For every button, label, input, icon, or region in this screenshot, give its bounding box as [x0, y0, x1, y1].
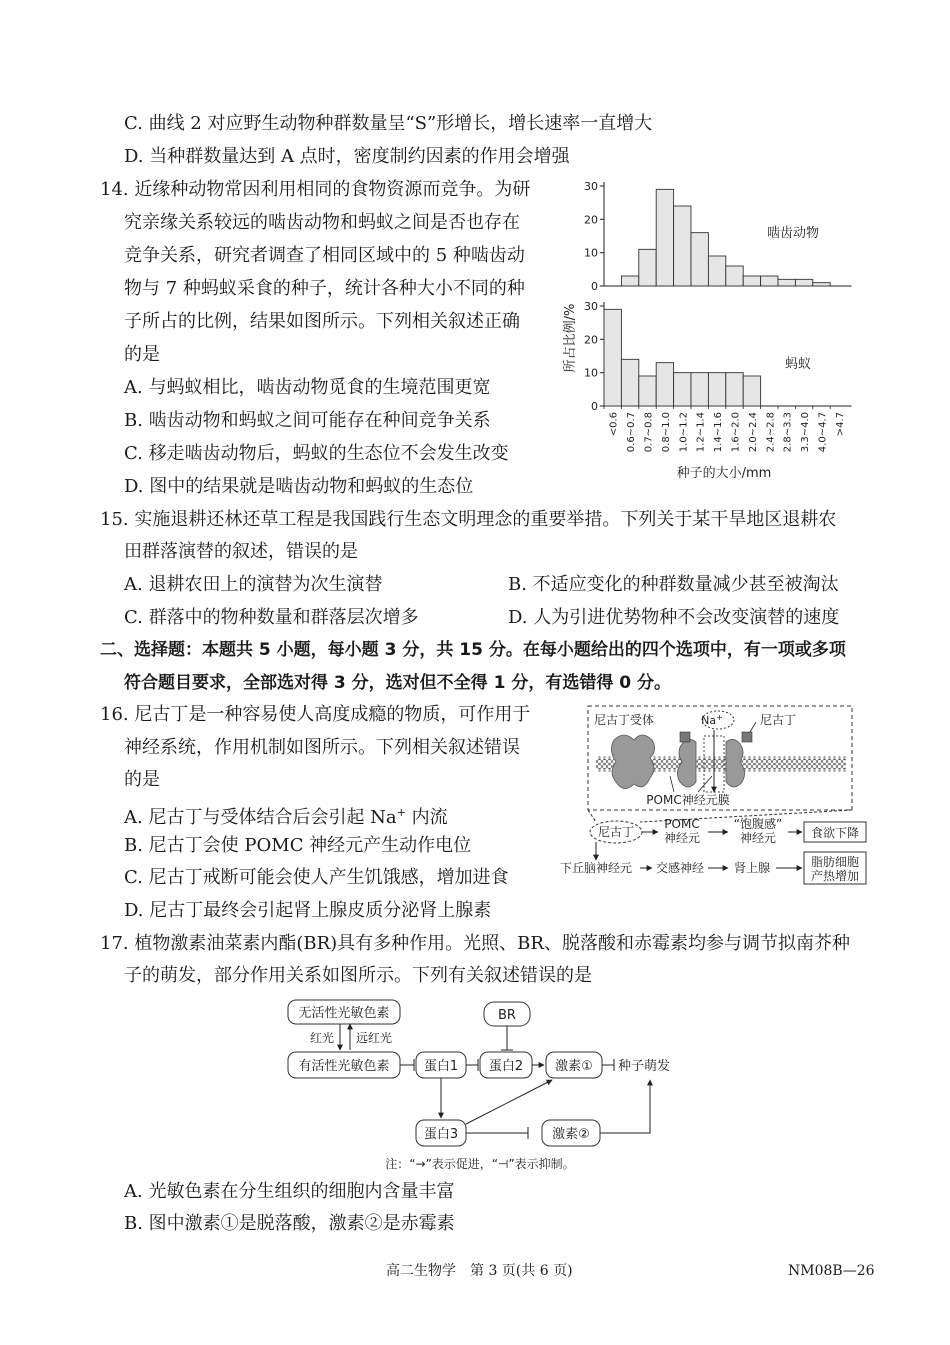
seed-germination-diagram — [280, 994, 700, 1176]
receptor-protein-1 — [611, 735, 654, 789]
q16-option-c: C. 尼古丁戒断可能会使人产生饥饿感，增加进食 — [124, 867, 509, 888]
label-fat-2: 产热增加 — [810, 869, 860, 883]
x-tick-label-7: 1.6~2.0 — [730, 412, 742, 453]
q16-option-a-tail: 内流 — [405, 807, 448, 828]
legend-rodent: 啮齿动物 — [766, 226, 820, 241]
q13-option-c: C. 曲线 2 对应野生动物种群数量呈“S”形增长，增长速率一直增大 — [124, 113, 653, 134]
bar-0-3 — [656, 189, 673, 286]
label-satiety-2: 神经元 — [739, 831, 777, 845]
y-tick-label-0-20: 20 — [584, 213, 598, 227]
label-receptor: 尼古丁受体 — [594, 713, 655, 727]
q16-stem-3: 的是 — [124, 769, 160, 790]
bar-1-3 — [656, 363, 673, 406]
x-axis-label: 种子的大小/mm — [676, 466, 772, 481]
label-active-phytochrome: 有活性光敏色素 — [298, 1059, 390, 1074]
label-hypothalamus: 下丘脑神经元 — [559, 861, 633, 875]
q14-stem-1: 14. 近缘种动物常因利用相同的食物资源而竞争。为研 — [100, 179, 531, 200]
label-protein-1: 蛋白1 — [423, 1059, 459, 1074]
label-pomc-neuron-2: 神经元 — [663, 831, 701, 845]
label-adrenal: 肾上腺 — [733, 861, 771, 875]
bar-0-8 — [743, 276, 760, 286]
q16-stem-1: 16. 尼古丁是一种容易使人高度成瘾的物质，可作用于 — [100, 704, 531, 725]
label-nicotine-top: 尼古丁 — [760, 713, 797, 727]
q15-stem-2: 田群落演替的叙述，错误的是 — [124, 541, 358, 562]
page-footer: 高二生物学 第 3 页(共 6 页) — [386, 1263, 573, 1279]
nicotine-molecule-1 — [680, 732, 690, 742]
q14-stem-4: 物与 7 种蚂蚁采食的种子，统计各种大小不同的种 — [124, 278, 525, 299]
label-protein-3: 蛋白3 — [423, 1127, 459, 1142]
na-charge: + — [716, 713, 723, 722]
bar-0-1 — [621, 276, 638, 286]
bar-1-4 — [674, 373, 691, 406]
legend-note: 注：“→”表示促进，“⊣”表示抑制。 — [385, 1157, 575, 1171]
section2-heading-1: 二、选择题：本题共 5 小题，每小题 3 分，共 15 分。在每小题给出的四个选项中，有一项或多项 — [100, 640, 846, 660]
x-tick-label-11: 3.3~4.0 — [800, 412, 812, 453]
q14-stem-5: 子所占的比例，结果如图所示。下列相关叙述正确 — [124, 311, 520, 332]
label-appetite: 食欲下降 — [810, 826, 860, 840]
q16-option-d: D. 尼古丁最终会引起肾上腺皮质分泌肾上腺素 — [124, 900, 492, 921]
membrane-pointer-2 — [698, 776, 712, 792]
q15-option-c: C. 群落中的物种数量和群落层次增多 — [124, 607, 419, 628]
section2-heading-2: 符合题目要求，全部选对得 3 分，选对但不全得 1 分，有选错得 0 分。 — [124, 673, 671, 693]
bar-0-7 — [726, 266, 743, 286]
q17-stem-2: 子的萌发，部分作用关系如图所示。下列有关叙述错误的是 — [124, 965, 592, 986]
label-inactive-phytochrome: 无活性光敏色素 — [298, 1006, 390, 1021]
q17-stem-1: 17. 植物激素油菜素内酯(BR)具有多种作用。光照、BR、脱落酸和赤霉素均参与调节拟南芥种 — [100, 933, 850, 954]
q16-stem-2: 神经系统，作用机制如图所示。下列相关叙述错误 — [124, 737, 520, 758]
x-tick-label-1: 0.6~0.7 — [626, 412, 638, 453]
label-germination: 种子萌发 — [618, 1059, 671, 1074]
x-tick-label-4: 1.0~1.2 — [678, 412, 690, 453]
x-tick-label-8: 2.0~2.4 — [747, 412, 759, 453]
x-tick-label-2: 0.7~0.8 — [643, 412, 655, 453]
label-protein-2: 蛋白2 — [488, 1059, 524, 1074]
x-tick-label-0: <0.6 — [608, 412, 620, 437]
x-tick-label-10: 2.8~3.3 — [782, 412, 794, 453]
label-pomc-membrane: POMC神经元膜 — [646, 793, 730, 807]
x-tick-label-3: 0.8~1.0 — [660, 412, 672, 453]
q17-option-a: A. 光敏色素在分生组织的细胞内含量丰富 — [124, 1181, 455, 1202]
label-satiety-1: “饱腹感” — [733, 817, 783, 831]
q16-option-a-sup: + — [396, 806, 406, 819]
bar-0-9 — [761, 276, 778, 286]
y-tick-label-0-0: 0 — [591, 280, 598, 293]
x-tick-label-13: >4.7 — [834, 412, 846, 437]
bar-0-4 — [674, 206, 691, 286]
y-tick-label-1-10: 10 — [584, 366, 598, 380]
q16-option-b: B. 尼古丁会使 POMC 神经元产生动作电位 — [124, 835, 472, 856]
q14-option-a: A. 与蚂蚁相比，啮齿动物觅食的生境范围更宽 — [124, 377, 491, 398]
q16-option-a-text: A. 尼古丁与受体结合后会引起 Na — [124, 807, 397, 828]
y-tick-label-0-10: 10 — [584, 246, 598, 260]
bar-1-6 — [708, 373, 725, 406]
na-symbol: Na — [701, 714, 717, 727]
y-axis-label: 所占比例/% — [563, 303, 578, 373]
y-tick-label-1-0: 0 — [591, 400, 598, 413]
label-nicotine: 尼古丁 — [597, 825, 635, 839]
seed-size-histogram — [548, 168, 868, 488]
label-fat-1: 脂肪细胞 — [810, 855, 860, 869]
q16-option-a — [124, 801, 448, 830]
arrow-p3-hormone1 — [466, 1080, 552, 1124]
x-tick-label-12: 4.0~4.7 — [817, 412, 829, 453]
bar-1-2 — [639, 376, 656, 406]
nicotine-mechanism-diagram — [552, 700, 870, 888]
label-br: BR — [498, 1008, 516, 1023]
membrane-pointer-1 — [670, 776, 674, 792]
q15-option-a: A. 退耕农田上的演替为次生演替 — [124, 574, 383, 595]
bar-1-8 — [743, 376, 760, 406]
bar-0-6 — [708, 256, 725, 286]
y-tick-label-1-30: 30 — [584, 300, 598, 313]
bar-1-0 — [604, 309, 621, 406]
bar-0-10 — [778, 279, 795, 286]
bar-1-7 — [726, 373, 743, 406]
q17-option-b: B. 图中激素①是脱落酸，激素②是赤霉素 — [124, 1213, 455, 1234]
bar-0-2 — [639, 249, 656, 286]
label-far-red-light: 远红光 — [356, 1031, 393, 1045]
label-pomc-neuron-1: POMC — [664, 817, 700, 831]
label-hormone-2: 激素② — [552, 1127, 590, 1142]
q14-stem-3: 竞争关系，研究者调查了相同区域中的 5 种啮齿动 — [124, 245, 525, 266]
q14-stem-2: 究亲缘关系较远的啮齿动物和蚂蚁之间是否也存在 — [124, 212, 520, 233]
bar-1-1 — [621, 359, 638, 406]
x-tick-label-6: 1.4~1.6 — [713, 412, 725, 453]
q14-option-c: C. 移走啮齿动物后，蚂蚁的生态位不会发生改变 — [124, 443, 509, 464]
q15-stem-1: 15. 实施退耕还林还草工程是我国践行生态文明理念的重要举措。下列关于某干旱地区退耕农 — [100, 509, 837, 530]
q14-stem-6: 的是 — [124, 344, 160, 365]
bar-1-5 — [691, 373, 708, 406]
arrow-h2-germ — [600, 1080, 650, 1133]
q14-option-b: B. 啮齿动物和蚂蚁之间可能存在种间竞争关系 — [124, 410, 491, 431]
y-tick-label-1-20: 20 — [584, 333, 598, 347]
q15-option-d: D. 人为引进优势物种不会改变演替的速度 — [508, 607, 840, 628]
y-tick-label-0-30: 30 — [584, 180, 598, 193]
zoom-link-1 — [588, 810, 596, 822]
label-hormone-1: 激素① — [555, 1059, 593, 1074]
x-tick-label-5: 1.2~1.4 — [695, 412, 707, 453]
bar-0-11 — [795, 279, 812, 286]
q14-option-d: D. 图中的结果就是啮齿动物和蚂蚁的生态位 — [124, 476, 474, 497]
paper-code: NM08B—26 — [788, 1263, 875, 1279]
q15-option-b: B. 不适应变化的种群数量减少甚至被淘汰 — [508, 574, 839, 595]
legend-ant: 蚂蚁 — [784, 357, 812, 372]
bar-0-12 — [813, 283, 830, 286]
x-tick-label-9: 2.4~2.8 — [765, 412, 777, 453]
nicotine-molecule-2 — [742, 732, 752, 742]
q13-option-d: D. 当种群数量达到 A 点时，密度制约因素的作用会增强 — [124, 146, 570, 167]
bar-0-5 — [691, 233, 708, 286]
label-sympathetic: 交感神经 — [655, 861, 705, 875]
nicotine-pointer — [750, 722, 756, 732]
label-red-light: 红光 — [309, 1031, 334, 1045]
